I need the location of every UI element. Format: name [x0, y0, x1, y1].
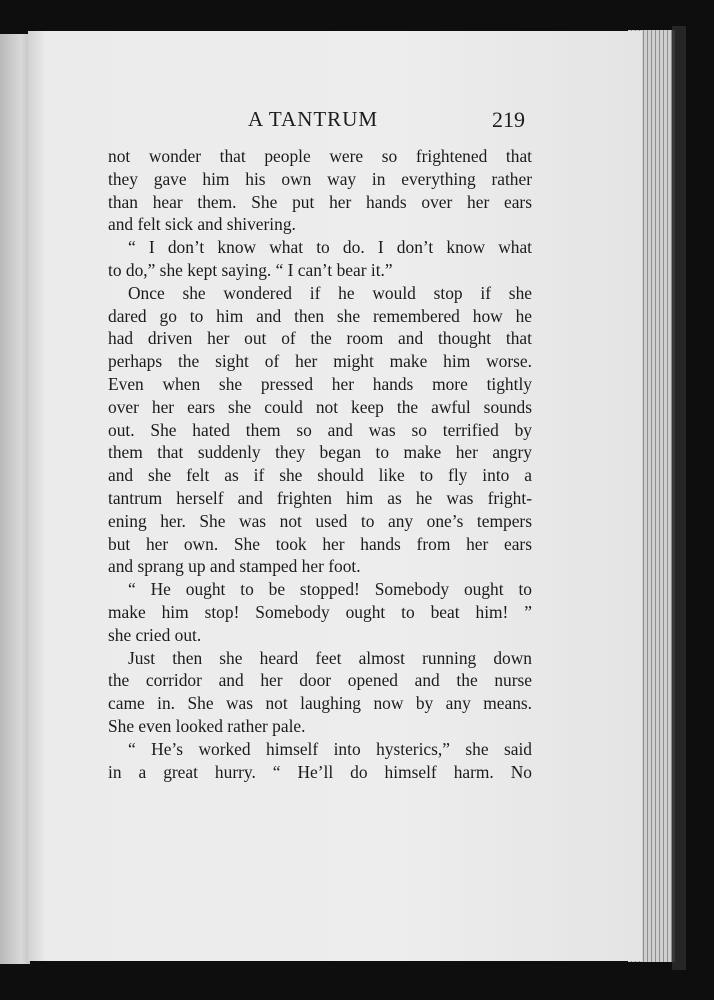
text-line: not wonder that people were so frightened that: [108, 146, 532, 166]
text-line: dared go to him and then she remembered how he: [108, 305, 532, 326]
text-line: out. She hated them so and was so terrified by: [108, 419, 532, 440]
text-line: had driven her out of the room and thought that: [108, 328, 532, 349]
text-line: Once she wondered if he would stop if she: [128, 282, 532, 303]
text-line: over her ears she could not keep the awful sounds: [108, 396, 532, 417]
body-text: [108, 145, 532, 783]
text-line: and sprang up and stamped her foot.: [108, 556, 361, 577]
text-line: in a great hurry. “ He’ll do himself harm. No: [108, 761, 532, 782]
book-page: [28, 31, 642, 961]
text-line: make him stop! Somebody ought to beat him! ”: [108, 601, 532, 622]
text-line: and she felt as if she should like to fly into a: [108, 465, 532, 486]
chapter-title: A TANTRUM: [248, 107, 379, 131]
text-line: than hear them. She put her hands over her ears: [108, 191, 532, 212]
text-line: she cried out.: [108, 624, 202, 645]
text-line: tantrum herself and frighten him as he was fright-: [108, 487, 532, 508]
text-line: perhaps the sight of her might make him worse.: [108, 351, 532, 372]
text-line: “ I don’t know what to do. I don’t know what: [128, 237, 532, 258]
text-line: ening her. She was not used to any one’s tempers: [108, 510, 532, 531]
text-line: She even looked rather pale.: [108, 715, 306, 736]
text-line: but her own. She took her hands from her ears: [108, 533, 532, 554]
text-line: “ He’s worked himself into hysterics,” she said: [128, 738, 532, 759]
text-line: Just then she heard feet almost running down: [128, 647, 532, 668]
text-line: Even when she pressed her hands more tightly: [108, 373, 532, 394]
text-line: they gave him his own way in everything rather: [108, 168, 532, 189]
running-head: [28, 107, 642, 137]
text-line: them that suddenly they began to make her angry: [108, 442, 532, 463]
text-line: to do,” she kept saying. “ I can’t bear it.”: [108, 259, 393, 280]
text-line: “ He ought to be stopped! Somebody ought to: [128, 579, 532, 600]
facing-page-edge: [0, 34, 30, 964]
text-line: the corridor and her door opened and the nurse: [108, 670, 532, 691]
page-number: 219: [492, 107, 525, 132]
text-line: and felt sick and shivering.: [108, 214, 296, 235]
text-line: came in. She was not laughing now by any means.: [108, 693, 532, 714]
